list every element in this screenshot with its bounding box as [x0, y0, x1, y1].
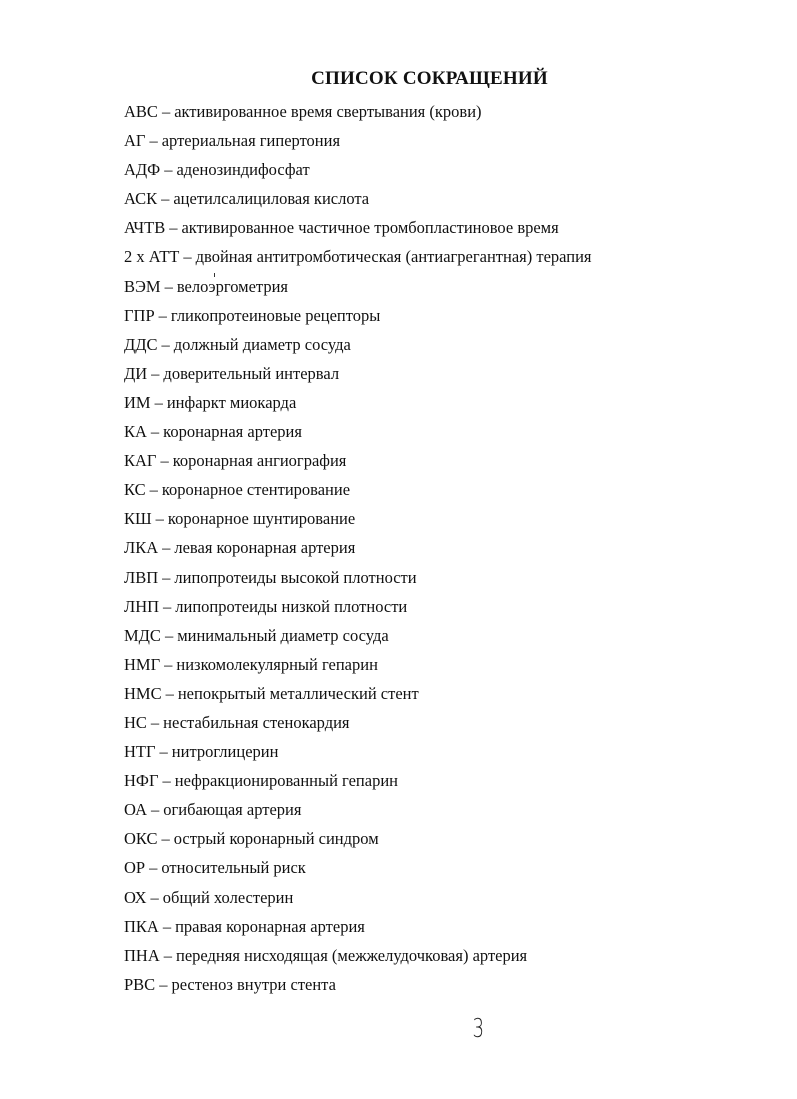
abbreviation: НФГ	[124, 771, 159, 791]
list-item	[124, 388, 592, 417]
list-item	[124, 446, 592, 475]
dash-separator: –	[161, 829, 170, 849]
abbreviation: ЛВП	[124, 567, 159, 587]
list-item	[124, 621, 592, 650]
definition: гликопротеиновые рецепторы	[170, 305, 381, 325]
list-item	[124, 708, 592, 737]
dash-separator: –	[163, 945, 172, 965]
list-item	[124, 301, 592, 330]
list-item	[124, 912, 592, 941]
handwritten-accent-mark	[214, 273, 215, 277]
definition: нестабильная стенокардия	[163, 712, 350, 732]
abbreviation: АЧТВ	[124, 218, 166, 238]
dash-separator: –	[164, 654, 173, 674]
definition: коронарное шунтирование	[167, 509, 356, 529]
abbreviations-list	[124, 97, 592, 999]
abbreviation: АДФ	[124, 160, 161, 180]
abbreviation: КА	[124, 422, 147, 442]
definition: низкомолекулярный гепарин	[176, 654, 378, 674]
dash-separator: –	[155, 509, 164, 529]
dash-separator: –	[164, 160, 173, 180]
definition: доверительный интервал	[163, 363, 340, 383]
definition: артериальная гипертония	[161, 131, 341, 151]
dash-separator: –	[162, 916, 172, 936]
abbreviation: ГПР	[124, 305, 155, 325]
dash-separator: –	[162, 771, 171, 791]
list-item	[124, 155, 592, 184]
dash-separator: –	[160, 451, 169, 471]
list-item	[124, 184, 592, 213]
abbreviation: НТГ	[124, 742, 156, 762]
definition: инфаркт миокарда	[166, 392, 297, 412]
abbreviation: КС	[124, 480, 146, 500]
dash-separator: –	[164, 625, 174, 645]
definition: рестеноз внутри стента	[171, 974, 336, 994]
definition: левая коронарная артерия	[174, 538, 356, 558]
abbreviation: ЛНП	[124, 596, 160, 616]
abbreviation: ПНА	[124, 945, 160, 965]
abbreviation: МДС	[124, 625, 161, 645]
definition: двойная антитромботическая (антиагрегантная) терапия	[195, 247, 592, 267]
definition: правая коронарная артерия	[175, 916, 365, 936]
definition: коронарная артерия	[163, 422, 302, 442]
definition: коронарное стентирование	[161, 480, 351, 500]
definition: велоэргометрия	[176, 276, 289, 296]
list-item	[124, 592, 592, 621]
dash-separator: –	[154, 392, 163, 412]
abbreviation: КШ	[124, 509, 152, 529]
dash-separator: –	[161, 334, 170, 354]
list-item	[124, 970, 592, 999]
abbreviation: ДДС	[124, 334, 158, 354]
abbreviation: ОХ	[124, 887, 147, 907]
list-item	[124, 824, 592, 853]
page-title: СПИСОК СОКРАЩЕНИЙ	[311, 68, 548, 89]
abbreviation: НМС	[124, 683, 162, 703]
dash-separator: –	[150, 712, 160, 732]
dash-separator: –	[163, 596, 172, 616]
dash-separator: –	[161, 189, 170, 209]
definition: острый коронарный синдром	[173, 829, 379, 849]
list-item	[124, 533, 592, 562]
abbreviation: 2 х АТТ	[124, 247, 180, 267]
definition: активированное частичное тромбопластиновое время	[181, 218, 559, 238]
definition: активированное время свертывания (крови)	[174, 102, 482, 121]
dash-separator: –	[150, 887, 159, 907]
list-item	[124, 213, 592, 242]
abbreviation: ОКС	[124, 829, 158, 849]
dash-separator: –	[162, 567, 171, 587]
dash-separator: –	[150, 422, 160, 442]
list-item	[124, 97, 592, 126]
dash-separator: –	[169, 218, 178, 238]
list-item	[124, 417, 592, 446]
definition: относительный риск	[161, 858, 306, 878]
list-item	[124, 475, 592, 504]
dash-separator: –	[158, 305, 167, 325]
abbreviation: ОР	[124, 858, 146, 878]
dash-separator: –	[151, 363, 160, 383]
list-item	[124, 330, 592, 359]
definition: ацетилсалициловая кислота	[173, 189, 370, 209]
dash-separator: –	[183, 247, 192, 267]
list-item	[124, 359, 592, 388]
list-item	[124, 941, 592, 970]
abbreviation: АСК	[124, 189, 158, 209]
abbreviation: КАГ	[124, 451, 157, 471]
definition: должный диаметр сосуда	[173, 334, 351, 354]
dash-separator: –	[161, 102, 171, 121]
dash-separator: –	[151, 800, 160, 820]
definition: минимальный диаметр сосуда	[177, 625, 389, 645]
definition: липопротеиды высокой плотности	[174, 567, 417, 587]
list-item	[124, 126, 592, 155]
page-number: 3	[472, 1014, 485, 1044]
list-item	[124, 766, 592, 795]
dash-separator: –	[149, 131, 158, 151]
abbreviation: ДИ	[124, 363, 148, 383]
list-item	[124, 563, 592, 592]
abbreviation: НС	[124, 712, 147, 732]
list-item	[124, 795, 592, 824]
list-item	[124, 242, 592, 271]
list-item	[124, 272, 592, 301]
list-item	[124, 737, 592, 766]
dash-separator: –	[159, 974, 168, 994]
abbreviation: АГ	[124, 131, 146, 151]
abbreviation: ВЭМ	[124, 276, 161, 296]
abbreviation: РВС	[124, 974, 156, 994]
definition: передняя нисходящая (межжелудочковая) артерия	[176, 945, 528, 965]
definition: коронарная ангиография	[172, 451, 347, 471]
abbreviation: ПКА	[124, 916, 159, 936]
dash-separator: –	[149, 858, 158, 878]
definition: нефракционированный гепарин	[174, 771, 398, 791]
dash-separator: –	[162, 538, 171, 558]
list-item	[124, 853, 592, 882]
abbreviation: АВС	[124, 102, 158, 121]
definition: огибающая артерия	[163, 800, 302, 820]
list-item	[124, 883, 592, 912]
list-item	[124, 504, 592, 533]
abbreviation: НМГ	[124, 654, 161, 674]
dash-separator: –	[159, 742, 168, 762]
definition: непокрытый металлический стент	[177, 683, 419, 703]
list-item	[124, 650, 592, 679]
definition: липопротеиды низкой плотности	[175, 596, 408, 616]
dash-separator: –	[165, 683, 174, 703]
dash-separator: –	[149, 480, 158, 500]
list-item	[124, 679, 592, 708]
definition: нитроглицерин	[171, 742, 279, 762]
abbreviation: ИМ	[124, 392, 151, 412]
abbreviation: ЛКА	[124, 538, 159, 558]
definition: аденозиндифосфат	[176, 160, 310, 180]
abbreviation: ОА	[124, 800, 148, 820]
dash-separator: –	[164, 276, 173, 296]
definition: общий холестерин	[162, 887, 294, 907]
